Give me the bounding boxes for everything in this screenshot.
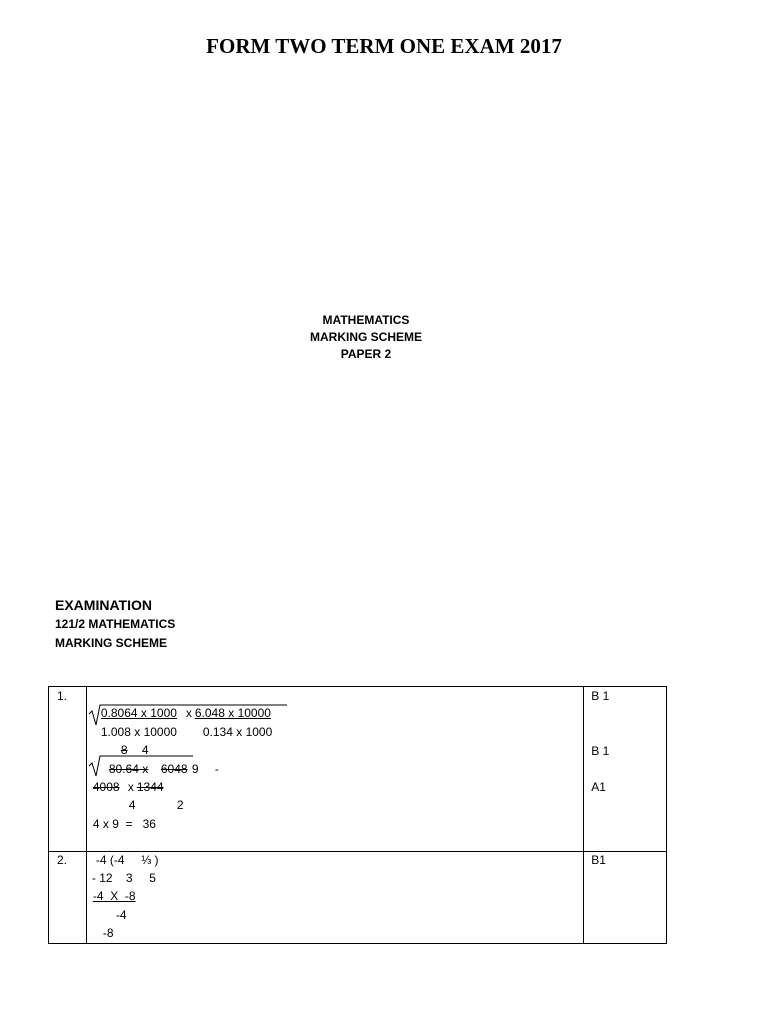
table-row <box>49 687 667 852</box>
mark-b1: B 1 <box>591 689 610 703</box>
marks-cell <box>584 852 667 944</box>
working-line: -8 <box>102 926 114 940</box>
marks-cell <box>584 687 667 852</box>
denominator-2: 0.134 x 1000 <box>202 725 273 739</box>
step-6048: 6048 <box>160 762 188 776</box>
question-number: 2. <box>57 853 68 867</box>
mark-b1: B 1 <box>591 744 610 758</box>
mark-a1: A1 <box>591 780 606 794</box>
section-code: 121/2 MATHEMATICS <box>55 617 176 631</box>
working-cell <box>86 687 583 852</box>
step-9: 9 <box>191 762 199 776</box>
step-4: 4 <box>128 798 136 812</box>
question-number-cell <box>49 852 87 944</box>
table-row <box>49 852 667 944</box>
exam-title: FORM TWO TERM ONE EXAM 2017 <box>206 34 562 58</box>
numerator-1: 0.8064 x 1000 <box>100 706 177 720</box>
question-number: 1. <box>57 689 68 703</box>
times-sign: x <box>185 706 192 720</box>
paper-title: PAPER 2 <box>340 347 392 361</box>
question-number-cell <box>49 687 87 852</box>
final-answer: 4 x 9 = 36 <box>92 817 156 831</box>
step-4008: 4008 <box>92 780 120 794</box>
working-line: - 12 3 5 <box>91 871 156 885</box>
step-2: 2 <box>176 798 184 812</box>
working-line: -4 (-4 ⅓ ) <box>95 853 159 867</box>
working-line: -4 <box>115 908 127 922</box>
step-80-64: 80.64 x <box>108 762 149 776</box>
numerator-2: 6.048 x 10000 <box>194 706 271 720</box>
step-x: x <box>127 780 134 794</box>
denominator-1: 1.008 x 10000 <box>100 725 177 739</box>
working-line: -4 X -8 <box>92 889 136 903</box>
marking-table <box>48 686 667 944</box>
section-label: MARKING SCHEME <box>55 636 168 650</box>
scheme-title: MARKING SCHEME <box>309 330 422 344</box>
mark-b1: B1 <box>591 853 606 867</box>
subject-title: MATHEMATICS <box>322 313 410 327</box>
working-cell <box>86 852 583 944</box>
section-heading: EXAMINATION <box>55 597 152 613</box>
step-1344: 1344 <box>136 780 164 794</box>
cancel-4: 4 <box>141 743 149 757</box>
step-dash: - <box>214 762 219 776</box>
cancel-8: 8 <box>120 743 128 757</box>
